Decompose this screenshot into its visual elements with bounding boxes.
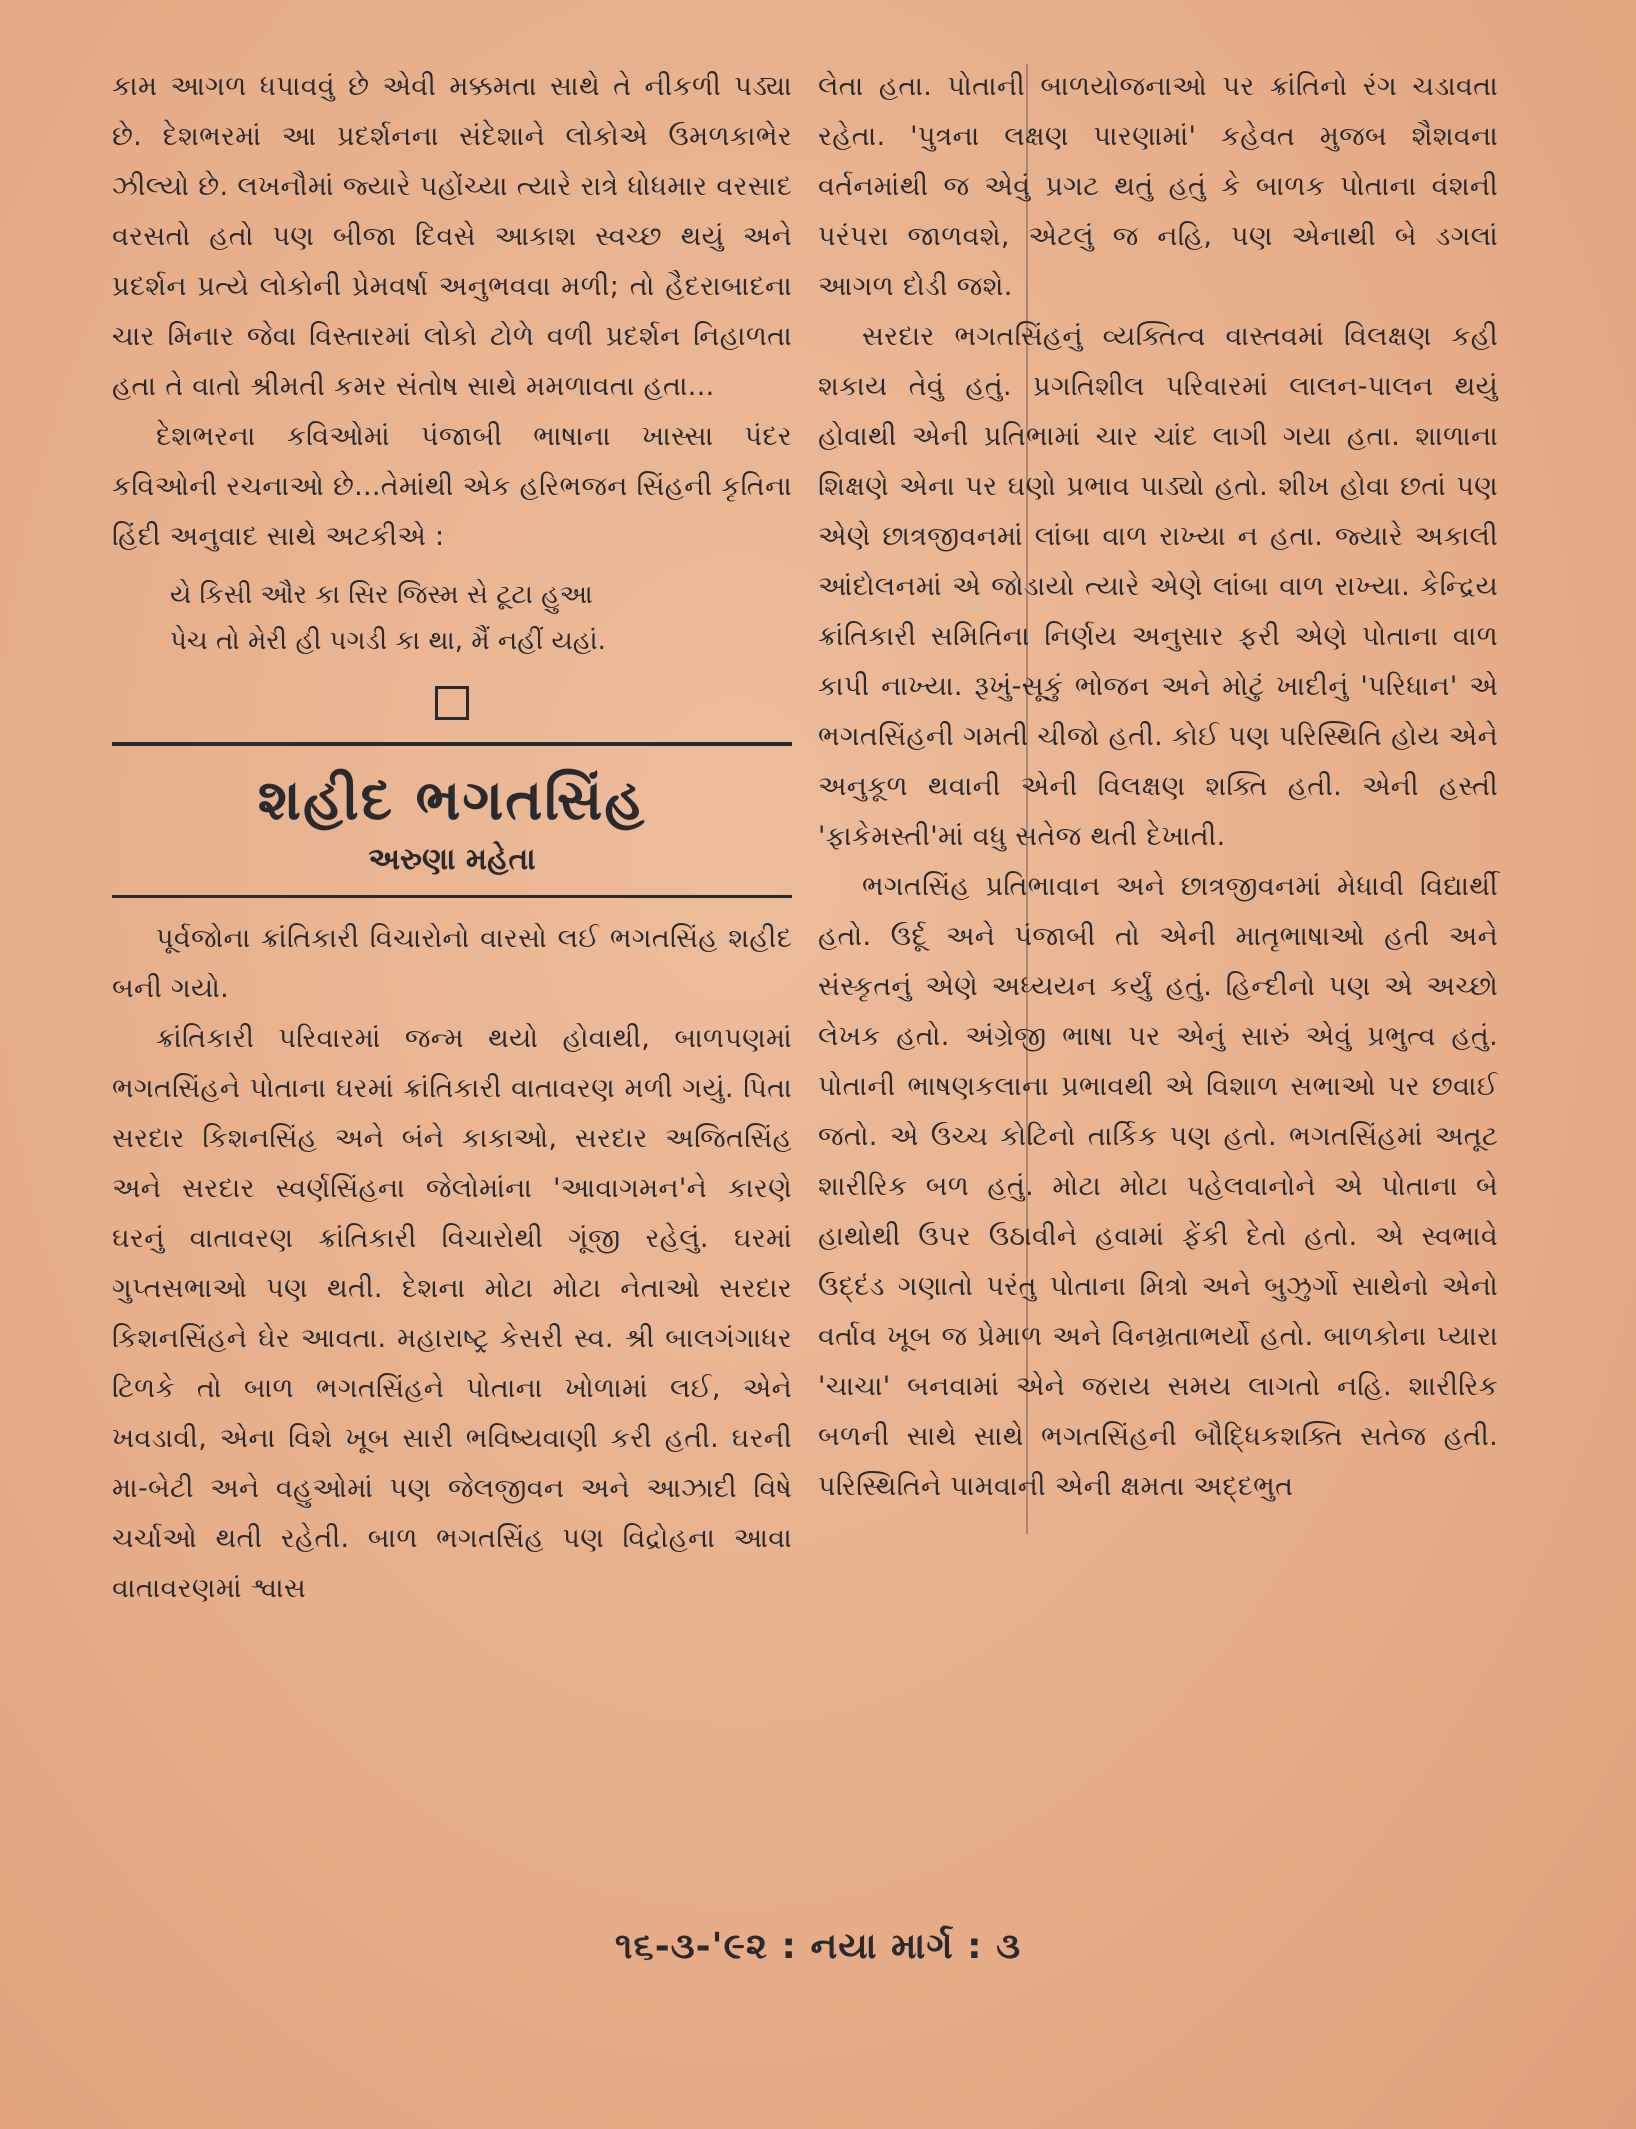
article-paragraph: સરદાર ભગતસિંહનું વ્યક્તિત્વ વાસ્તવમાં વિલક્ષણ કહી શકાય તેવું હતું. પ્રગતિશીલ પરિવારમાં લાલન-પાલન થયું હોવાથી એની પ્રતિભામાં ચાર ચાંદ લાગી ગયા હતા. શાળાના શિક્ષણે એના પર ઘણો પ્રભાવ પાડ્યો હતો. શીખ હોવા છતાં પણ એણે છાત્રજીવનમાં લાંબા વાળ રાખ્યા ન હતા. જ્યારે અકાલી આંદોલનમાં એ જોડાયો ત્યારે એણે લાંબા વાળ રાખ્યા. કેન્દ્રિય ક્રાંતિકારી સમિતિના નિર્ણય અનુસાર ફરી એણે પોતાના વાળ કાપી નાખ્યા. રૂખું-સૂકું ભોજન અને મોટું ખાદીનું 'પરિધાન' એ ભગતસિંહની ગમતી ચીજો હતી. કોઈ પણ પરિસ્થિતિ હોય એને અનુકૂળ થવાની એની વિલક્ષણ શક્તિ હતી. એની હસ્તી 'ફાકેમસ્તી'માં વધુ સતેજ થતી દેખાતી. (818, 321, 1498, 852)
verse-line: પેચ તો મેરી હી પગડી કા થા, મૈં નહીં યહાં. (170, 626, 606, 656)
page-footer: ૧૬-૩-'૯૨ : નયા માર્ગ : ૩ (614, 1926, 1022, 1967)
intro-paragraph: દેશભરના કવિઓમાં પંજાબી ભાષાના ખાસ્સા પંદર કવિઓની રચનાઓ છે...તેમાંથી એક હરિભજન સિંહની કૃતિના હિંદી અનુવાદ સાથે અટકીએ : (112, 421, 792, 552)
title-rule-bottom (112, 895, 792, 898)
right-column (818, 62, 1498, 1512)
article-paragraph: ભગતસિંહ પ્રતિભાવાન અને છાત્રજીવનમાં મેધાવી વિદ્યાર્થી હતો. ઉર્દૂ અને પંજાબી તો એની માતૃભાષાઓ હતી અને સંસ્કૃતનું એણે અધ્યયન કર્યું હતું. હિન્દીનો પણ એ અચ્છો લેખક હતો. અંગ્રેજી ભાષા પર એનું સારું એવું પ્રભુત્વ હતું. પોતાની ભાષણકલાના પ્રભાવથી એ વિશાળ સભાઓ પર છવાઈ જતો. એ ઉચ્ચ કોટિનો તાર્કિક પણ હતો. ભગતસિંહમાં અતૂટ શારીરિક બળ હતું. મોટા મોટા પહેલવાનોને એ પોતાના બે હાથોથી ઉપર ઉઠાવીને હવામાં ફેંકી દેતો હતો. એ સ્વભાવે ઉદ્દંડ ગણાતો પરંતુ પોતાના મિત્રો અને બુઝુર્ગો સાથેનો એનો વર્તાવ ખૂબ જ પ્રેમાળ અને વિનમ્રતાભર્યો હતો. બાળકોના પ્યારા 'ચાચા' બનવામાં એને જરાય સમય લાગતો નહિ. શારીરિક બળની સાથે સાથે ભગતસિંહની બૌદ્ધિકશક્તિ સતેજ હતી. પરિસ્થિતિને પામવાની એની ક્ષમતા અદ્દભુત (818, 871, 1498, 1502)
article-author: અરુણા મહેતા (368, 842, 536, 877)
article-paragraph: લેતા હતા. પોતાની બાળયોજનાઓ પર ક્રાંતિનો રંગ ચડાવતા રહેતા. 'પુત્રના લક્ષણ પારણામાં' કહેવત મુજબ શૈશવના વર્તનમાંથી જ એવું પ્રગટ થતું હતું કે બાળક પોતાના વંશની પરંપરા જાળવશે, એટલું જ નહિ, પણ એનાથી બે ડગલાં આગળ દોડી જશે. (818, 71, 1498, 302)
verse-line: યે કિસી ઔર કા સિર જિસ્મ સે ટૂટા હુઆ (170, 580, 593, 610)
verse-block (170, 572, 792, 664)
article-paragraph: ક્રાંતિકારી પરિવારમાં જન્મ થયો હોવાથી, બાળપણમાં ભગતસિંહને પોતાના ઘરમાં ક્રાંતિકારી વાતાવરણ મળી ગયું. પિતા સરદાર કિશનસિંહ અને બંને કાકાઓ, સરદાર અજિતસિંહ અને સરદાર સ્વર્ણસિંહના જેલોમાંના 'આવાગમન'ને કારણે ઘરનું વાતાવરણ ક્રાંતિકારી વિચારોથી ગૂંજી રહેલું. ઘરમાં ગુપ્તસભાઓ પણ થતી. દેશના મોટા મોટા નેતાઓ સરદાર કિશનસિંહને ઘેર આવતા. મહારાષ્ટ્ર કેસરી સ્વ. શ્રી બાલગંગાધર ટિળકે તો બાળ ભગતસિંહને પોતાના ખોળામાં લઈ, એને ખવડાવી, એના વિશે ખૂબ સારી ભવિષ્યવાણી કરી હતી. ઘરની મા-બેટી અને વહુઓમાં પણ જેલજીવન અને આઝાદી વિષે ચર્ચાઓ થતી રહેતી. બાળ ભગતસિંહ પણ વિદ્રોહના આવા વાતાવરણમાં શ્વાસ (112, 1023, 792, 1604)
title-rule-top (112, 742, 792, 746)
intro-paragraph: કામ આગળ ધપાવવું છે એવી મક્કમતા સાથે તે નીકળી પડ્યા છે. દેશભરમાં આ પ્રદર્શનના સંદેશાને લોકોએ ઉમળકાભેર ઝીલ્યો છે. લખનૌમાં જ્યારે પહોંચ્યા ત્યારે રાત્રે ધોધમાર વરસાદ વરસતો હતો પણ બીજા દિવસે આકાશ સ્વચ્છ થયું અને પ્રદર્શન પ્રત્યે લોકોની પ્રેમવર્ષા અનુભવવા મળી; તો હૈદરાબાદના ચાર મિનાર જેવા વિસ્તારમાં લોકો ટોળે વળી પ્રદર્શન નિહાળતા હતા તે વાતો શ્રીમતી કમર સંતોષ સાથે મમળાવતા હતા... (112, 71, 792, 402)
left-column (112, 62, 792, 1614)
end-mark-square-icon (435, 686, 469, 720)
article-paragraph: પૂર્વજોના ક્રાંતિકારી વિચારોનો વારસો લઈ ભગતસિંહ શહીદ બની ગયો. (112, 923, 792, 1004)
article-title: શહીદ ભગતસિંહ (257, 768, 647, 833)
